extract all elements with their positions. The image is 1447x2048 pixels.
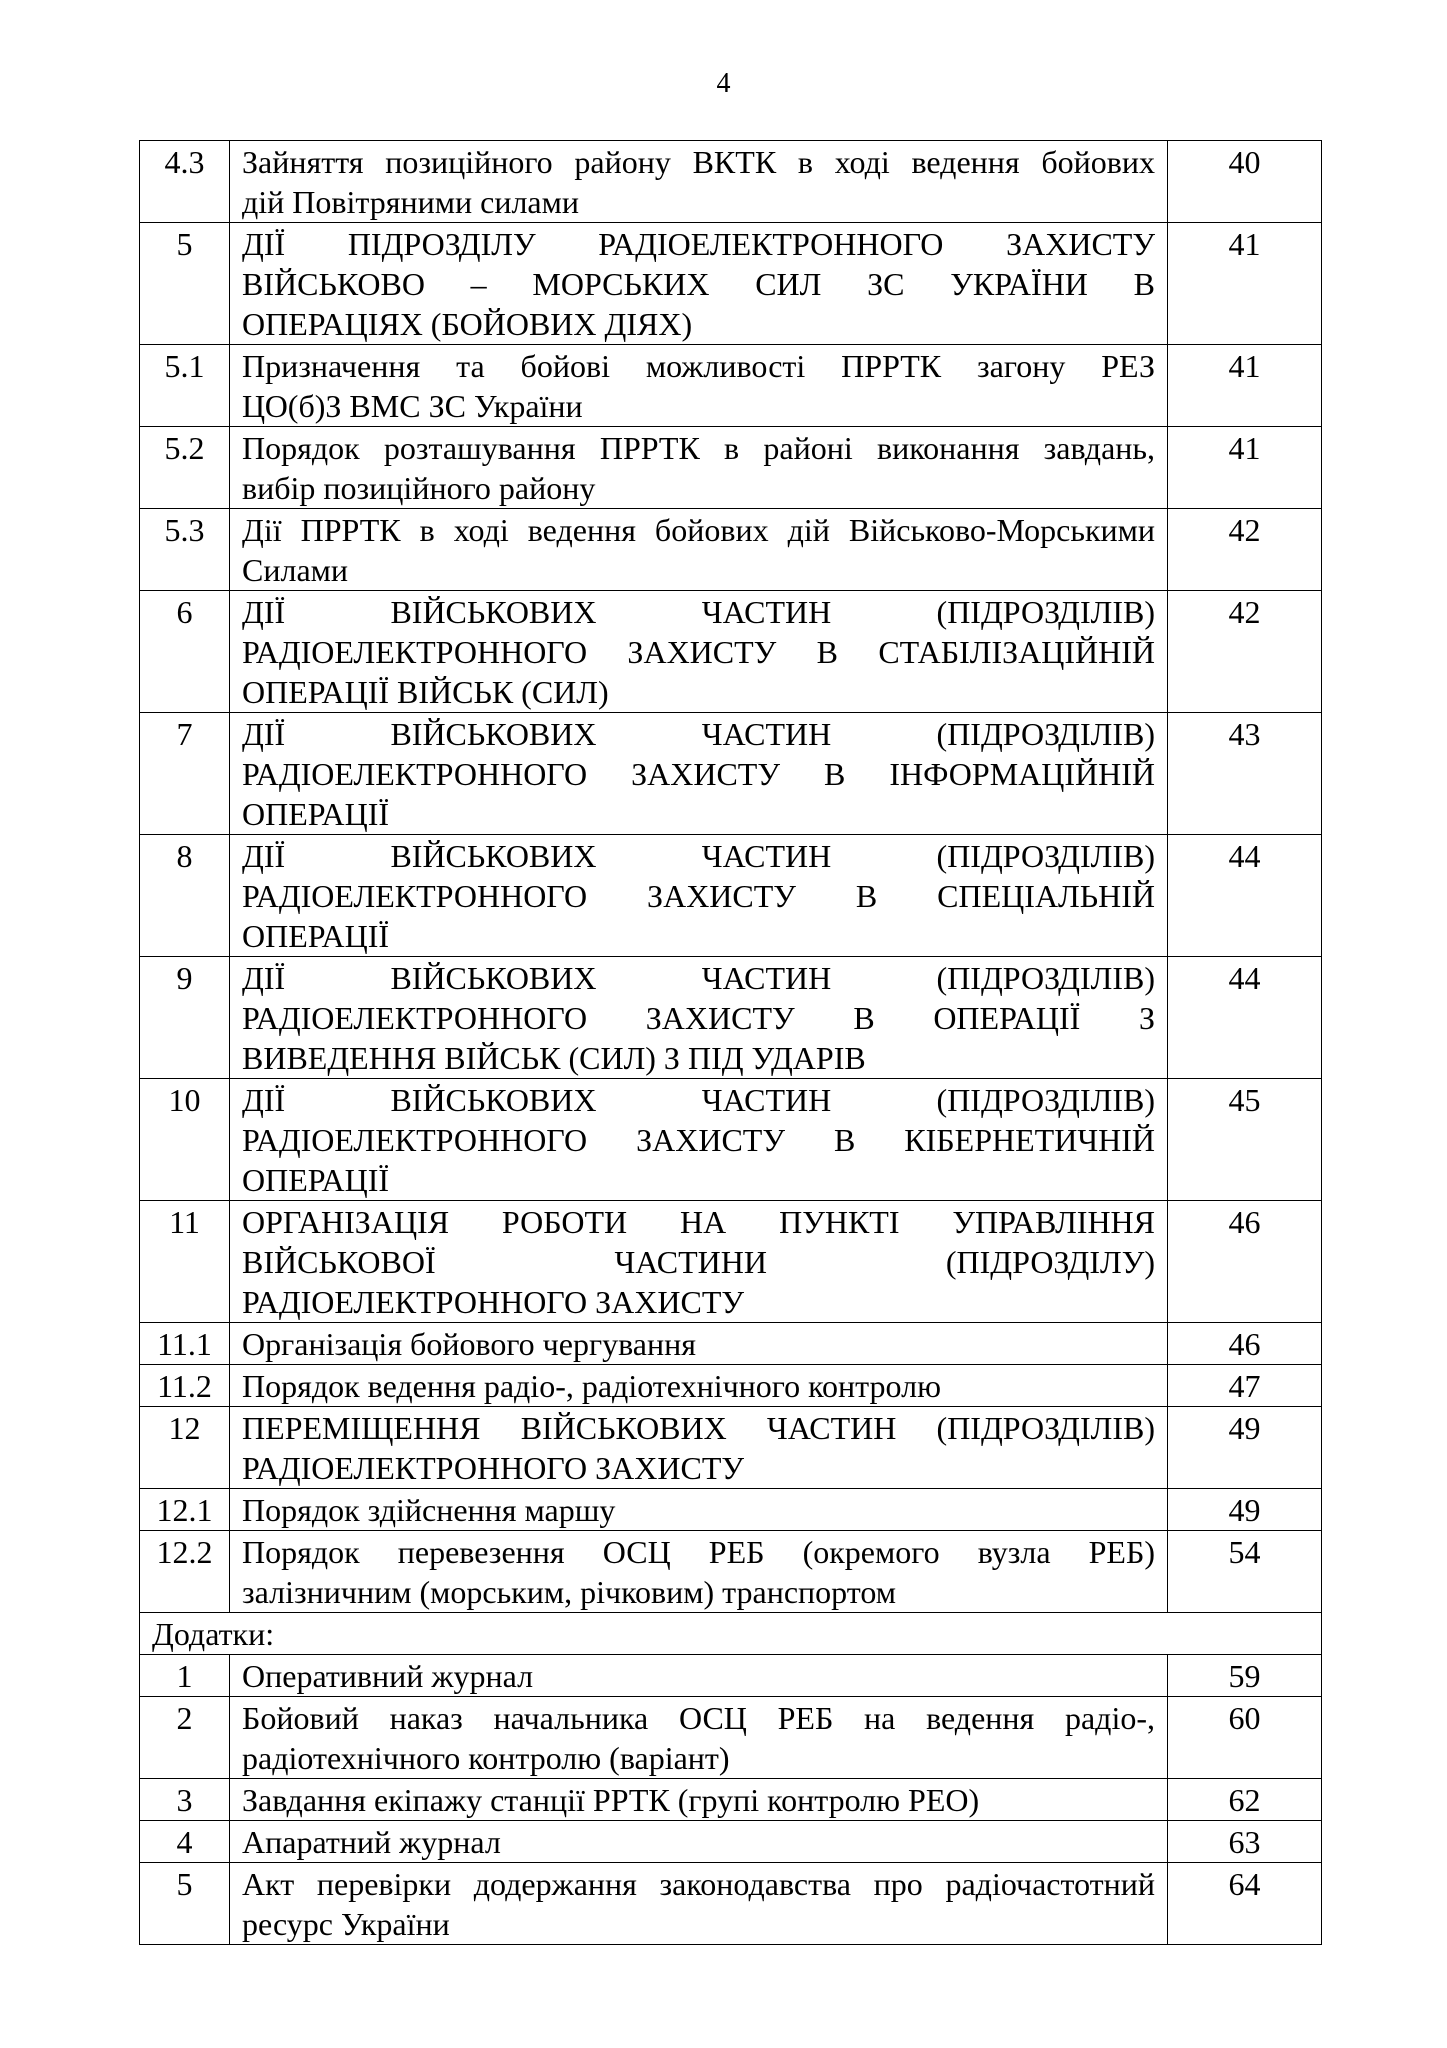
toc-row bbox=[140, 345, 1322, 427]
section-title bbox=[230, 1079, 1168, 1201]
section-title bbox=[230, 1531, 1168, 1613]
appendix-header: Додатки: bbox=[140, 1613, 1322, 1655]
section-title-line: РАДІОЕЛЕКТРОННОГО ЗАХИСТУ В ІНФОРМАЦІЙНІЙ bbox=[242, 756, 1155, 792]
section-title-line: ВІЙСЬКОВО – МОРСЬКИХ СИЛ ЗС УКРАЇНИ В bbox=[242, 266, 1155, 302]
toc-row bbox=[140, 1201, 1322, 1323]
page-ref: 59 bbox=[1168, 1655, 1322, 1697]
section-title-line: ДІЇ ВІЙСЬКОВИХ ЧАСТИН (ПІДРОЗДІЛІВ) bbox=[242, 838, 1155, 874]
section-title bbox=[230, 345, 1168, 427]
section-title-line: Силами bbox=[242, 552, 349, 588]
section-number: 1 bbox=[140, 1655, 230, 1697]
section-title-line: ОПЕРАЦІЯХ (БОЙОВИХ ДІЯХ) bbox=[242, 306, 693, 342]
section-title-line: РАДІОЕЛЕКТРОННОГО ЗАХИСТУ В СПЕЦІАЛЬНІЙ bbox=[242, 878, 1155, 914]
section-title-line: ДІЇ ВІЙСЬКОВИХ ЧАСТИН (ПІДРОЗДІЛІВ) bbox=[242, 594, 1155, 630]
toc-row bbox=[140, 141, 1322, 223]
section-title-line: ПЕРЕМІЩЕННЯ ВІЙСЬКОВИХ ЧАСТИН (ПІДРОЗДІЛІВ) bbox=[242, 1410, 1155, 1446]
section-title-line: Дії ПРРТК в ході ведення бойових дій Військово-Морськими bbox=[242, 512, 1155, 548]
section-title-line: залізничним (морським, річковим) транспортом bbox=[242, 1574, 896, 1610]
section-title bbox=[230, 1821, 1168, 1863]
table-of-contents bbox=[139, 140, 1322, 1945]
section-title-line: РАДІОЕЛЕКТРОННОГО ЗАХИСТУ В СТАБІЛІЗАЦІЙНІЙ bbox=[242, 634, 1155, 670]
toc-row bbox=[140, 223, 1322, 345]
section-title bbox=[230, 223, 1168, 345]
section-title bbox=[230, 1489, 1168, 1531]
page-ref: 62 bbox=[1168, 1779, 1322, 1821]
toc-row bbox=[140, 1407, 1322, 1489]
section-title-line: ресурс України bbox=[242, 1906, 450, 1942]
toc-row bbox=[140, 1365, 1322, 1407]
page-number: 4 bbox=[716, 68, 731, 99]
page-ref: 44 bbox=[1168, 835, 1322, 957]
page-ref: 41 bbox=[1168, 427, 1322, 509]
toc-row bbox=[140, 835, 1322, 957]
section-title bbox=[230, 957, 1168, 1079]
section-number: 9 bbox=[140, 957, 230, 1079]
page-ref: 45 bbox=[1168, 1079, 1322, 1201]
page-ref: 44 bbox=[1168, 957, 1322, 1079]
section-number: 11.2 bbox=[140, 1365, 230, 1407]
section-title-line: РАДІОЕЛЕКТРОННОГО ЗАХИСТУ В КІБЕРНЕТИЧНІЙ bbox=[242, 1122, 1155, 1158]
section-title-line: дій Повітряними силами bbox=[242, 184, 579, 220]
section-number: 5.3 bbox=[140, 509, 230, 591]
section-title-line: РАДІОЕЛЕКТРОННОГО ЗАХИСТУ bbox=[242, 1284, 745, 1320]
section-title bbox=[230, 509, 1168, 591]
section-title bbox=[230, 1697, 1168, 1779]
section-title-line: Акт перевірки додержання законодавства про радіочастотний bbox=[242, 1866, 1155, 1902]
page-ref: 63 bbox=[1168, 1821, 1322, 1863]
page-ref: 60 bbox=[1168, 1697, 1322, 1779]
toc-row bbox=[140, 1323, 1322, 1365]
section-number: 5.2 bbox=[140, 427, 230, 509]
page-ref: 54 bbox=[1168, 1531, 1322, 1613]
section-title-line: Зайняття позиційного району ВКТК в ході ведення бойових bbox=[242, 144, 1155, 180]
section-title-line: ДІЇ ВІЙСЬКОВИХ ЧАСТИН (ПІДРОЗДІЛІВ) bbox=[242, 960, 1155, 996]
section-title-line: Організація бойового чергування bbox=[242, 1326, 696, 1362]
section-title-line: ОРГАНІЗАЦІЯ РОБОТИ НА ПУНКТІ УПРАВЛІННЯ bbox=[242, 1204, 1155, 1240]
section-number: 4 bbox=[140, 1821, 230, 1863]
page-ref: 42 bbox=[1168, 591, 1322, 713]
toc-row bbox=[140, 427, 1322, 509]
toc-row bbox=[140, 1697, 1322, 1779]
section-title-line: Порядок здійснення маршу bbox=[242, 1492, 616, 1528]
toc-row bbox=[140, 1821, 1322, 1863]
section-title-line: ДІЇ ПІДРОЗДІЛУ РАДІОЕЛЕКТРОННОГО ЗАХИСТУ bbox=[242, 226, 1155, 262]
section-title bbox=[230, 141, 1168, 223]
toc-row bbox=[140, 591, 1322, 713]
page-ref: 46 bbox=[1168, 1201, 1322, 1323]
page-ref: 46 bbox=[1168, 1323, 1322, 1365]
section-title bbox=[230, 1201, 1168, 1323]
section-title bbox=[230, 1779, 1168, 1821]
page-ref: 49 bbox=[1168, 1489, 1322, 1531]
section-number: 3 bbox=[140, 1779, 230, 1821]
section-number: 2 bbox=[140, 1697, 230, 1779]
page-ref: 42 bbox=[1168, 509, 1322, 591]
section-title-line: ДІЇ ВІЙСЬКОВИХ ЧАСТИН (ПІДРОЗДІЛІВ) bbox=[242, 1082, 1155, 1118]
toc-row bbox=[140, 509, 1322, 591]
section-title-line: ОПЕРАЦІЇ bbox=[242, 918, 389, 954]
section-title bbox=[230, 1323, 1168, 1365]
appendix-header-row bbox=[140, 1613, 1322, 1655]
page-ref: 47 bbox=[1168, 1365, 1322, 1407]
section-title-line: ВИВЕДЕННЯ ВІЙСЬК (СИЛ) З ПІД УДАРІВ bbox=[242, 1040, 866, 1076]
section-title-line: Завдання екіпажу станції РРТК (групі контролю РЕО) bbox=[242, 1782, 980, 1818]
section-title-line: ОПЕРАЦІЇ bbox=[242, 1162, 389, 1198]
section-title bbox=[230, 1407, 1168, 1489]
section-number: 11.1 bbox=[140, 1323, 230, 1365]
section-number: 5 bbox=[140, 223, 230, 345]
toc-row bbox=[140, 713, 1322, 835]
toc-row bbox=[140, 1489, 1322, 1531]
section-number: 10 bbox=[140, 1079, 230, 1201]
toc-row bbox=[140, 957, 1322, 1079]
section-title bbox=[230, 835, 1168, 957]
toc-body bbox=[140, 141, 1322, 1945]
section-title-line: Порядок перевезення ОСЦ РЕБ (окремого вузла РЕБ) bbox=[242, 1534, 1155, 1570]
page-ref: 40 bbox=[1168, 141, 1322, 223]
section-title-line: радіотехнічного контролю (варіант) bbox=[242, 1740, 730, 1776]
section-number: 7 bbox=[140, 713, 230, 835]
section-number: 8 bbox=[140, 835, 230, 957]
section-title-line: РАДІОЕЛЕКТРОННОГО ЗАХИСТУ bbox=[242, 1450, 745, 1486]
toc-row bbox=[140, 1531, 1322, 1613]
section-title-line: ОПЕРАЦІЇ ВІЙСЬК (СИЛ) bbox=[242, 674, 609, 710]
toc-row bbox=[140, 1779, 1322, 1821]
toc-row bbox=[140, 1655, 1322, 1697]
section-title bbox=[230, 713, 1168, 835]
section-title-line: ВІЙСЬКОВОЇ ЧАСТИНИ (ПІДРОЗДІЛУ) bbox=[242, 1244, 1155, 1280]
toc-row bbox=[140, 1863, 1322, 1945]
section-number: 12.1 bbox=[140, 1489, 230, 1531]
section-title bbox=[230, 1365, 1168, 1407]
section-title-line: Порядок ведення радіо-, радіотехнічного контролю bbox=[242, 1368, 941, 1404]
section-title-line: ОПЕРАЦІЇ bbox=[242, 796, 389, 832]
page-ref: 41 bbox=[1168, 345, 1322, 427]
section-title bbox=[230, 1655, 1168, 1697]
section-number: 12.2 bbox=[140, 1531, 230, 1613]
section-title-line: Апаратний журнал bbox=[242, 1824, 501, 1860]
section-title-line: РАДІОЕЛЕКТРОННОГО ЗАХИСТУ В ОПЕРАЦІЇ З bbox=[242, 1000, 1155, 1036]
toc-row bbox=[140, 1079, 1322, 1201]
section-number: 12 bbox=[140, 1407, 230, 1489]
section-title-line: Порядок розташування ПРРТК в районі виконання завдань, bbox=[242, 430, 1155, 466]
section-number: 6 bbox=[140, 591, 230, 713]
section-title-line: ДІЇ ВІЙСЬКОВИХ ЧАСТИН (ПІДРОЗДІЛІВ) bbox=[242, 716, 1155, 752]
section-number: 5.1 bbox=[140, 345, 230, 427]
page-ref: 41 bbox=[1168, 223, 1322, 345]
section-title bbox=[230, 591, 1168, 713]
section-title-line: Бойовий наказ начальника ОСЦ РЕБ на ведення радіо-, bbox=[242, 1700, 1155, 1736]
section-title-line: Призначення та бойові можливості ПРРТК загону РЕЗ bbox=[242, 348, 1155, 384]
section-title-line: вибір позиційного району bbox=[242, 470, 596, 506]
section-title-line: Оперативний журнал bbox=[242, 1658, 534, 1694]
page-ref: 43 bbox=[1168, 713, 1322, 835]
page-ref: 49 bbox=[1168, 1407, 1322, 1489]
section-number: 11 bbox=[140, 1201, 230, 1323]
section-number: 5 bbox=[140, 1863, 230, 1945]
page-ref: 64 bbox=[1168, 1863, 1322, 1945]
section-title bbox=[230, 1863, 1168, 1945]
section-title bbox=[230, 427, 1168, 509]
section-number: 4.3 bbox=[140, 141, 230, 223]
section-title-line: ЦО(б)З ВМС ЗС України bbox=[242, 388, 583, 424]
